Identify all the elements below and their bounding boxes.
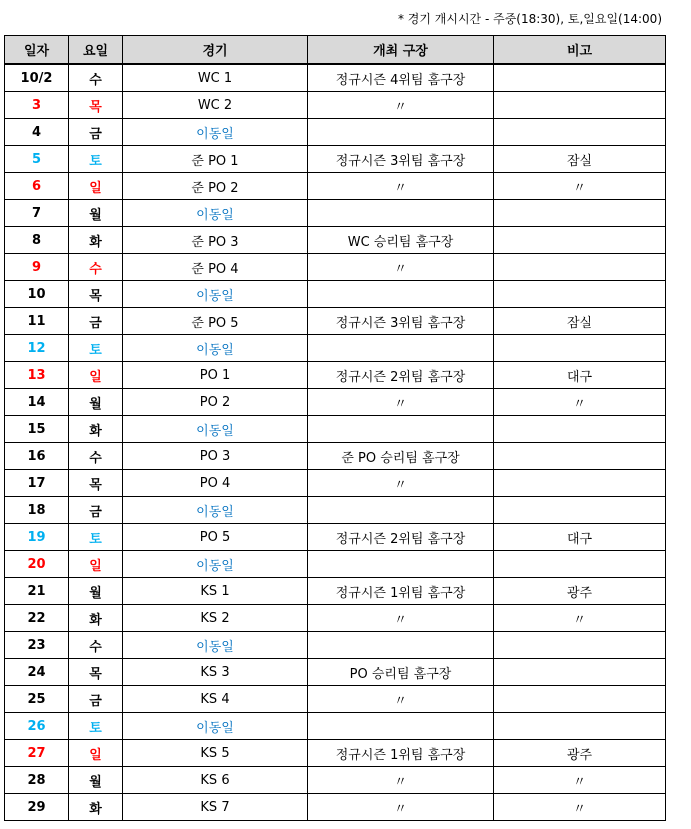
weekday-cell: 목 xyxy=(69,470,123,497)
header-date: 일자 xyxy=(5,36,69,65)
weekday-cell: 금 xyxy=(69,119,123,146)
game-cell: 이동일 xyxy=(123,119,308,146)
weekday-cell: 화 xyxy=(69,416,123,443)
date-cell: 8 xyxy=(5,227,69,254)
table-row xyxy=(5,659,666,686)
game-cell: WC 1 xyxy=(123,64,308,92)
table-row xyxy=(5,605,666,632)
venue-cell: 준 PO 승리팀 홈구장 xyxy=(308,443,494,470)
game-cell: 이동일 xyxy=(123,335,308,362)
remarks-cell xyxy=(494,443,666,470)
remarks-cell xyxy=(494,470,666,497)
game-cell: 준 PO 5 xyxy=(123,308,308,335)
table-row xyxy=(5,200,666,227)
remarks-cell xyxy=(494,227,666,254)
table-row xyxy=(5,146,666,173)
table-row xyxy=(5,416,666,443)
remarks-cell: 대구 xyxy=(494,524,666,551)
header-game: 경기 xyxy=(123,36,308,65)
weekday-cell: 월 xyxy=(69,767,123,794)
game-cell: 이동일 xyxy=(123,551,308,578)
remarks-cell: 잠실 xyxy=(494,146,666,173)
date-cell: 24 xyxy=(5,659,69,686)
header-remarks: 비고 xyxy=(494,36,666,65)
table-row xyxy=(5,362,666,389)
venue-cell: 정규시즌 1위팀 홈구장 xyxy=(308,740,494,767)
venue-cell: 정규시즌 3위팀 홈구장 xyxy=(308,308,494,335)
venue-cell: 정규시즌 4위팀 홈구장 xyxy=(308,64,494,92)
table-row xyxy=(5,470,666,497)
table-row xyxy=(5,524,666,551)
table-row xyxy=(5,686,666,713)
remarks-cell xyxy=(494,335,666,362)
remarks-cell: 〃 xyxy=(494,389,666,416)
remarks-cell xyxy=(494,254,666,281)
date-cell: 23 xyxy=(5,632,69,659)
date-cell: 28 xyxy=(5,767,69,794)
date-cell: 26 xyxy=(5,713,69,740)
table-row xyxy=(5,767,666,794)
table-row xyxy=(5,389,666,416)
weekday-cell: 월 xyxy=(69,578,123,605)
venue-cell xyxy=(308,416,494,443)
remarks-cell: 〃 xyxy=(494,794,666,821)
date-cell: 18 xyxy=(5,497,69,524)
table-row xyxy=(5,740,666,767)
weekday-cell: 금 xyxy=(69,686,123,713)
venue-cell: 〃 xyxy=(308,92,494,119)
table-row xyxy=(5,227,666,254)
weekday-cell: 목 xyxy=(69,92,123,119)
postseason-schedule-table xyxy=(4,35,666,821)
remarks-cell xyxy=(494,64,666,92)
weekday-cell: 금 xyxy=(69,497,123,524)
table-row xyxy=(5,92,666,119)
venue-cell xyxy=(308,713,494,740)
venue-cell: 〃 xyxy=(308,254,494,281)
venue-cell: 〃 xyxy=(308,794,494,821)
weekday-cell: 일 xyxy=(69,740,123,767)
remarks-cell xyxy=(494,497,666,524)
date-cell: 5 xyxy=(5,146,69,173)
table-row xyxy=(5,497,666,524)
venue-cell: 정규시즌 2위팀 홈구장 xyxy=(308,362,494,389)
date-cell: 4 xyxy=(5,119,69,146)
weekday-cell: 일 xyxy=(69,173,123,200)
date-cell: 16 xyxy=(5,443,69,470)
venue-cell: 〃 xyxy=(308,686,494,713)
venue-cell: 정규시즌 2위팀 홈구장 xyxy=(308,524,494,551)
date-cell: 11 xyxy=(5,308,69,335)
remarks-cell: 〃 xyxy=(494,605,666,632)
table-row xyxy=(5,173,666,200)
table-row xyxy=(5,794,666,821)
remarks-cell: 잠실 xyxy=(494,308,666,335)
date-cell: 27 xyxy=(5,740,69,767)
table-row xyxy=(5,281,666,308)
table-row xyxy=(5,443,666,470)
table-row xyxy=(5,64,666,92)
game-cell: 이동일 xyxy=(123,200,308,227)
game-cell: 준 PO 3 xyxy=(123,227,308,254)
weekday-cell: 수 xyxy=(69,254,123,281)
remarks-cell: 대구 xyxy=(494,362,666,389)
venue-cell: 〃 xyxy=(308,605,494,632)
table-row xyxy=(5,335,666,362)
venue-cell: 〃 xyxy=(308,767,494,794)
game-cell: 준 PO 2 xyxy=(123,173,308,200)
game-cell: KS 3 xyxy=(123,659,308,686)
venue-cell: 〃 xyxy=(308,173,494,200)
venue-cell: WC 승리팀 홈구장 xyxy=(308,227,494,254)
venue-cell xyxy=(308,200,494,227)
weekday-cell: 토 xyxy=(69,524,123,551)
venue-cell xyxy=(308,281,494,308)
venue-cell xyxy=(308,335,494,362)
venue-cell: 정규시즌 3위팀 홈구장 xyxy=(308,146,494,173)
date-cell: 6 xyxy=(5,173,69,200)
weekday-cell: 금 xyxy=(69,308,123,335)
weekday-cell: 일 xyxy=(69,362,123,389)
table-body xyxy=(5,64,666,821)
game-cell: KS 6 xyxy=(123,767,308,794)
weekday-cell: 수 xyxy=(69,64,123,92)
date-cell: 10 xyxy=(5,281,69,308)
remarks-cell xyxy=(494,119,666,146)
date-cell: 22 xyxy=(5,605,69,632)
date-cell: 15 xyxy=(5,416,69,443)
date-cell: 14 xyxy=(5,389,69,416)
date-cell: 29 xyxy=(5,794,69,821)
game-cell: KS 4 xyxy=(123,686,308,713)
remarks-cell: 광주 xyxy=(494,740,666,767)
weekday-cell: 수 xyxy=(69,632,123,659)
game-cell: 준 PO 4 xyxy=(123,254,308,281)
weekday-cell: 월 xyxy=(69,200,123,227)
remarks-cell: 광주 xyxy=(494,578,666,605)
remarks-cell xyxy=(494,659,666,686)
game-cell: PO 4 xyxy=(123,470,308,497)
table-row xyxy=(5,308,666,335)
header-venue: 개최 구장 xyxy=(308,36,494,65)
date-cell: 20 xyxy=(5,551,69,578)
weekday-cell: 토 xyxy=(69,713,123,740)
venue-cell: PO 승리팀 홈구장 xyxy=(308,659,494,686)
game-cell: 준 PO 1 xyxy=(123,146,308,173)
game-cell: 이동일 xyxy=(123,632,308,659)
table-row xyxy=(5,119,666,146)
weekday-cell: 월 xyxy=(69,389,123,416)
date-cell: 9 xyxy=(5,254,69,281)
remarks-cell xyxy=(494,551,666,578)
remarks-cell xyxy=(494,713,666,740)
venue-cell xyxy=(308,632,494,659)
game-cell: PO 3 xyxy=(123,443,308,470)
game-cell: 이동일 xyxy=(123,416,308,443)
venue-cell xyxy=(308,119,494,146)
remarks-cell xyxy=(494,686,666,713)
remarks-cell xyxy=(494,200,666,227)
game-cell: KS 2 xyxy=(123,605,308,632)
remarks-cell xyxy=(494,632,666,659)
game-cell: 이동일 xyxy=(123,281,308,308)
weekday-cell: 화 xyxy=(69,794,123,821)
table-row xyxy=(5,254,666,281)
date-cell: 21 xyxy=(5,578,69,605)
date-cell: 12 xyxy=(5,335,69,362)
date-cell: 19 xyxy=(5,524,69,551)
start-time-note: * 경기 개시시간 - 주중(18:30), 토,일요일(14:00) xyxy=(397,12,662,26)
venue-cell: 정규시즌 1위팀 홈구장 xyxy=(308,578,494,605)
venue-cell: 〃 xyxy=(308,389,494,416)
date-cell: 7 xyxy=(5,200,69,227)
remarks-cell xyxy=(494,416,666,443)
venue-cell xyxy=(308,497,494,524)
game-cell: KS 5 xyxy=(123,740,308,767)
weekday-cell: 일 xyxy=(69,551,123,578)
weekday-cell: 토 xyxy=(69,335,123,362)
weekday-cell: 토 xyxy=(69,146,123,173)
table-header-row xyxy=(5,36,666,65)
table-row xyxy=(5,578,666,605)
date-cell: 25 xyxy=(5,686,69,713)
remarks-cell xyxy=(494,92,666,119)
game-cell: 이동일 xyxy=(123,713,308,740)
table-row xyxy=(5,713,666,740)
game-cell: PO 2 xyxy=(123,389,308,416)
venue-cell xyxy=(308,551,494,578)
game-cell: KS 7 xyxy=(123,794,308,821)
date-cell: 10/2 xyxy=(5,64,69,92)
game-cell: PO 1 xyxy=(123,362,308,389)
table-row xyxy=(5,632,666,659)
game-cell: 이동일 xyxy=(123,497,308,524)
table-row xyxy=(5,551,666,578)
game-cell: KS 1 xyxy=(123,578,308,605)
date-cell: 17 xyxy=(5,470,69,497)
weekday-cell: 화 xyxy=(69,605,123,632)
weekday-cell: 수 xyxy=(69,443,123,470)
remarks-cell: 〃 xyxy=(494,767,666,794)
header-weekday: 요일 xyxy=(69,36,123,65)
game-cell: PO 5 xyxy=(123,524,308,551)
weekday-cell: 화 xyxy=(69,227,123,254)
game-cell: WC 2 xyxy=(123,92,308,119)
date-cell: 13 xyxy=(5,362,69,389)
remarks-cell xyxy=(494,281,666,308)
weekday-cell: 목 xyxy=(69,281,123,308)
date-cell: 3 xyxy=(5,92,69,119)
remarks-cell: 〃 xyxy=(494,173,666,200)
weekday-cell: 목 xyxy=(69,659,123,686)
venue-cell: 〃 xyxy=(308,470,494,497)
